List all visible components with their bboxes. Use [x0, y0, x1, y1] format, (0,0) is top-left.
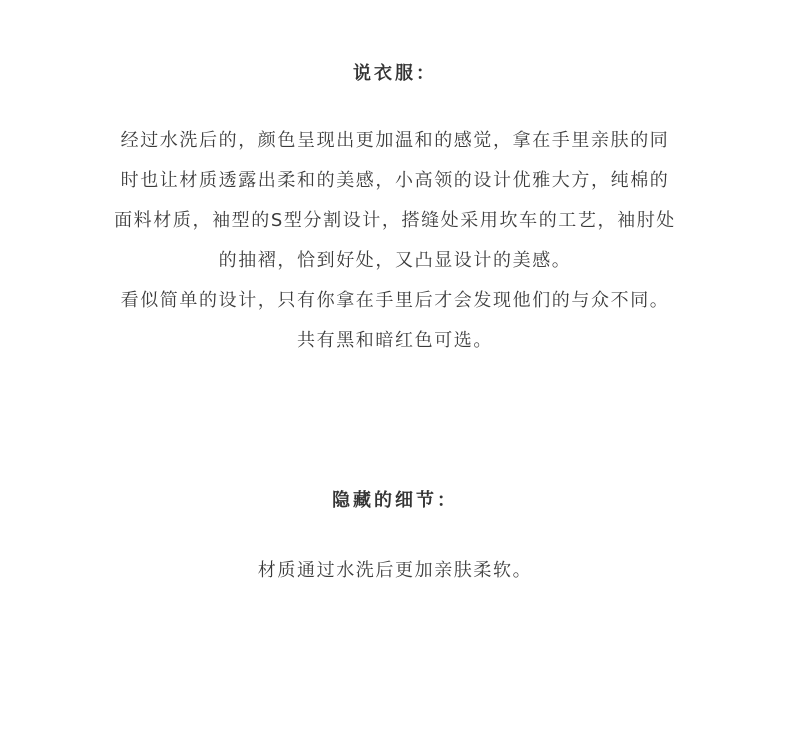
description-line: 的抽褶，恰到好处，又凸显设计的美感。: [218, 250, 572, 271]
description-line: 时也让材质透露出柔和的美感，小高领的设计优雅大方，纯棉的: [120, 170, 670, 191]
description-line: 看似简单的设计，只有你拿在手里后才会发现他们的与众不同。: [120, 290, 670, 311]
description-line: 经过水洗后的，颜色呈现出更加温和的感觉，拿在手里亲肤的同: [120, 130, 670, 151]
detail-line: 材质通过水洗后更加亲肤柔软。: [257, 560, 533, 581]
color-options-line: 共有黑和暗红色可选。: [297, 330, 493, 351]
description-line: 面料材质，袖型的S型分割设计，搭缝处采用坎车的工艺，袖肘处: [114, 210, 676, 231]
section-heading-clothes: 说衣服：: [353, 63, 437, 84]
hidden-details-description: [0, 551, 790, 591]
clothes-description: [0, 121, 790, 361]
section-heading-hidden-details: 隐藏的细节：: [332, 490, 458, 511]
